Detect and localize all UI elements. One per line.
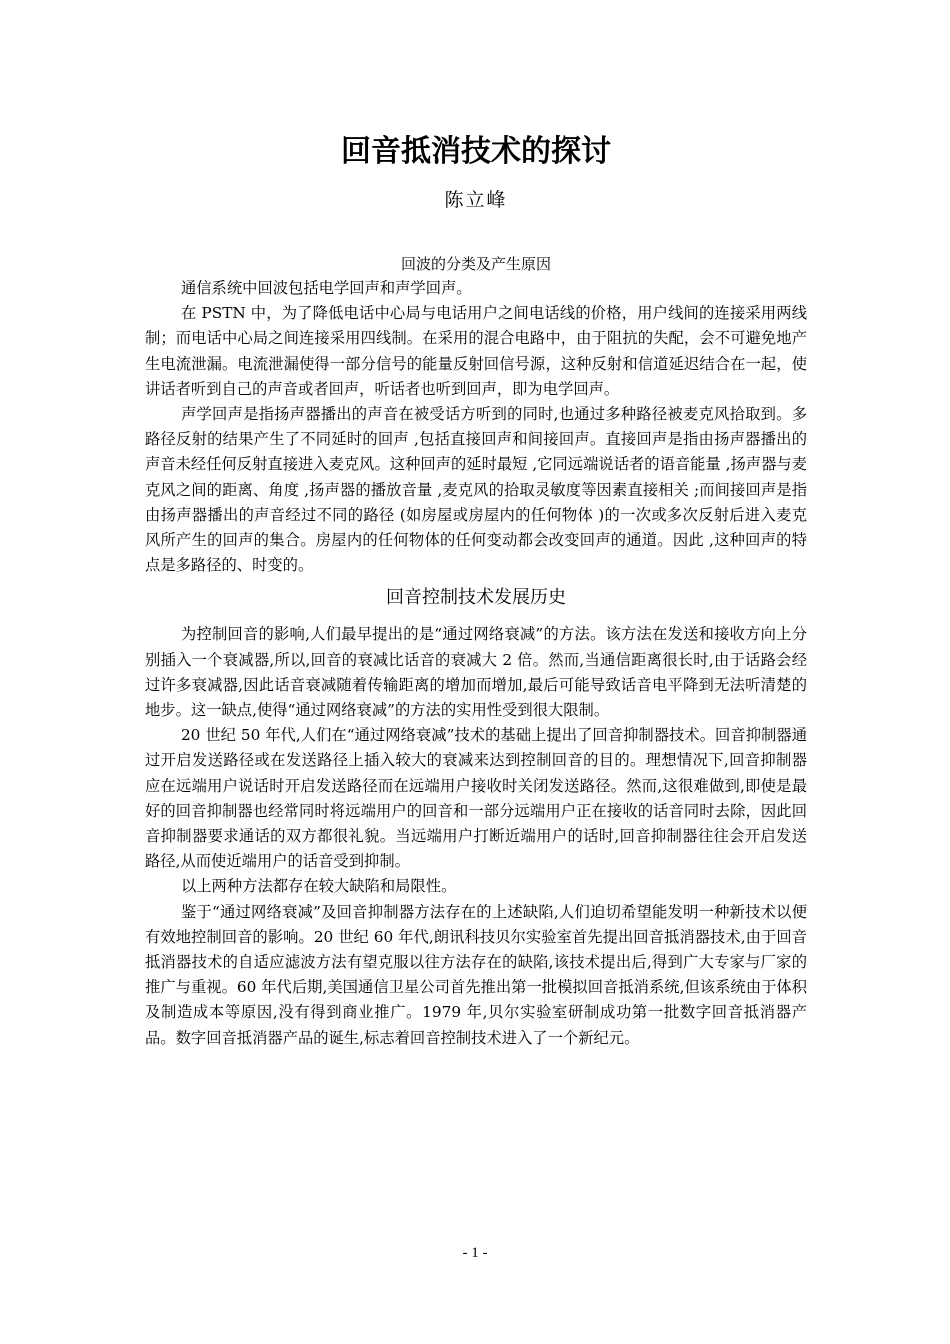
paragraph: 20 世纪 50 年代,人们在“通过网络衰减”技术的基础上提出了回音抑制器技术。回音抑制器通过开启发送路径或在发送路径上插入较大的衰减来达到控制回音的目的。理想情况下,回音抑制器应在远端用户说话时开启发送路径而在远端用户接收时关闭发送路径。然而,这很难做到,即使是最好的回音抑制器也经常同时将远端用户的回音和一部分远端用户正在接收的话音同时去除，因此回音抑制器要求通话的双方都很礼貌。当远端用户打断近端用户的话时,回音抑制器往往会开启发送路径,从而使近端用户的话音受到抑制。 [145, 726, 807, 871]
page-number: - 1 - [462, 1245, 488, 1261]
paragraph: 在 PSTN 中，为了降低电话中心局与电话用户之间电话线的价格，用户线间的连接采用两线制；而电话中心局之间连接采用四线制。在采用的混合电路中，由于阻抗的失配，会不可避免地产生电流泄漏。电流泄漏使得一部分信号的能量反射回信号源，这种反射和信道延迟结合在一起，使讲话者听到自己的声音或者回声，听话者也听到回声，即为电学回声。 [145, 304, 807, 398]
document-title: 回音抵消技术的探讨 [341, 134, 611, 169]
paragraph: 以上两种方法都存在较大缺陷和局限性。 [180, 877, 457, 896]
section-heading-echo-types: 回波的分类及产生原因 [400, 255, 551, 273]
paragraph: 为控制回音的影响,人们最早提出的是“通过网络衰减”的方法。该方法在发送和接收方向上分别插入一个衰减器,所以,回音的衰减比话音的衰减大 2 倍。然而,当通信距离很长时,由于话路会经过许多衰减器,因此话音衰减随着传输距离的增加而增加,最后可能导致话音电平降到无法听清楚的地步。这一缺点,使得“通过网络衰减”的方法的实用性受到很大限制。 [145, 625, 807, 720]
section-heading-history: 回音控制技术发展历史 [386, 587, 566, 609]
page-content [145, 130, 807, 1051]
document-author: 陈立峰 [444, 189, 508, 211]
paragraph: 鉴于“通过网络衰减”及回音抑制器方法存在的上述缺陷,人们迫切希望能发明一种新技术以便有效地控制回音的影响。20 世纪 60 年代,朗讯科技贝尔实验室首先提出回音抵消器技术,由于回音抵消器技术的自适应滤波方法有望克服以往方法存在的缺陷,该技术提出后,得到广大专家与厂家的推广与重视。60 年代后期,美国通信卫星公司首先推出第一批模拟回音抵消系统,但该系统由于体积及制造成本等原因,没有得到商业推广。1979 年,贝尔实验室研制成功第一批数字回音抵消器产品。数字回音抵消器产品的诞生,标志着回音控制技术进入了一个新纪元。 [145, 902, 807, 1047]
paragraph: 声学回声是指扬声器播出的声音在被受话方听到的同时,也通过多种路径被麦克风拾取到。多路径反射的结果产生了不同延时的回声 ,包括直接回声和间接回声。直接回声是指由扬声器播出的声音未经任何反射直接进入麦克风。这种回声的延时最短 ,它同远端说话者的语音能量 ,扬声器与麦克风之间的距离、角度 ,扬声器的播放音量 ,麦克风的拾取灵敏度等因素直接相关 ;而间接回声是指由扬声器播出的声音经过不同的路径 (如房屋或房屋内的任何物体 )的一次或多次反射后进入麦克风所产生的回声的集合。房屋内的任何物体的任何变动都会改变回声的通道。因此 ,这种回声的特点是多路径的、时变的。 [145, 405, 807, 575]
paragraph: 通信系统中回波包括电学回声和声学回声。 [180, 279, 472, 297]
